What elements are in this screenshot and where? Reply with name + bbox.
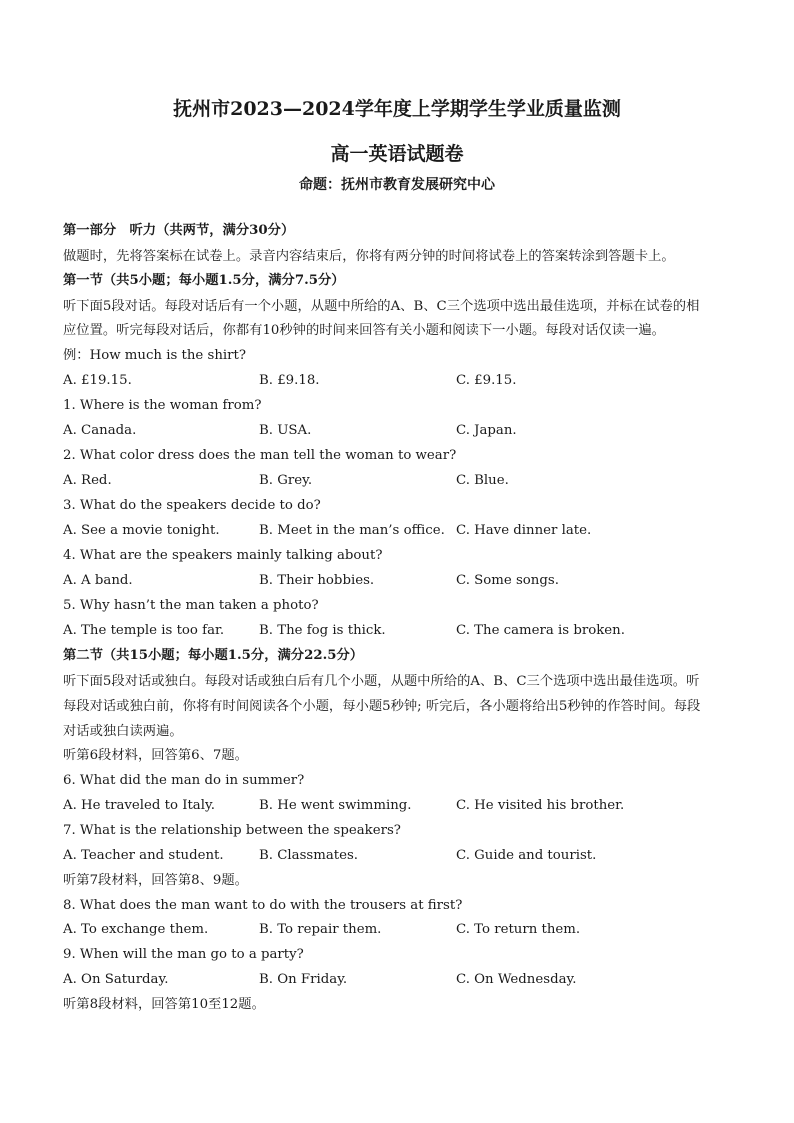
passage-6-heading: 听第6段材料，回答第6、7题。 xyxy=(63,748,248,763)
option-c: C. The camera is broken. xyxy=(456,623,625,638)
option-b: B. The fog is thick. xyxy=(259,623,386,638)
exam-author: 命题：抚州市教育发展研究中心 xyxy=(299,177,495,193)
option-c: C. Japan. xyxy=(456,423,517,438)
question-9: 9. When will the man go to a party? xyxy=(63,947,304,962)
question-6: 6. What did the man do in summer? xyxy=(63,773,305,788)
option-b: B. Classmates. xyxy=(259,848,359,863)
passage-8-heading: 听第8段材料，回答第10至12题。 xyxy=(63,997,265,1012)
question-4: 4. What are the speakers mainly talking about? xyxy=(63,548,383,563)
question-2: 2. What color dress does the man tell the woman to wear? xyxy=(63,448,457,463)
question-8-options xyxy=(63,920,743,940)
option-a: A. A band. xyxy=(63,573,133,588)
passage-7-heading: 听第7段材料，回答第8、9题。 xyxy=(63,873,248,888)
example-question: 例：How much is the shirt? xyxy=(63,348,246,363)
question-7: 7. What is the relationship between the speakers? xyxy=(63,823,401,838)
option-a: A. See a movie tonight. xyxy=(63,523,220,538)
option-a: A. To exchange them. xyxy=(63,922,209,937)
option-a: A. On Saturday. xyxy=(63,972,169,987)
section1-instruction-line2: 应位置。听完每段对话后，你都有10秒钟的时间来回答有关小题和阅读下一小题。每段对话仅读一遍。 xyxy=(63,323,665,338)
question-3-options xyxy=(63,521,743,541)
question-4-options xyxy=(63,571,743,591)
section1-instruction-line1: 听下面5段对话。每段对话后有一个小题，从题中所给的A、B、C三个选项中选出最佳选项，并标在试卷的相 xyxy=(63,299,700,314)
option-a: A. Teacher and student. xyxy=(63,848,224,863)
option-c: C. Guide and tourist. xyxy=(456,848,597,863)
question-1: 1. Where is the woman from? xyxy=(63,398,262,413)
option-c: C. To return them. xyxy=(456,922,581,937)
question-7-options xyxy=(63,846,743,866)
option-b: B. Their hobbies. xyxy=(259,573,375,588)
option-b: B. On Friday. xyxy=(259,972,348,987)
option-c: C. On Wednesday. xyxy=(456,972,577,987)
section1-heading: 第一节（共5小题；每小题1.5分，满分7.5分） xyxy=(63,273,345,288)
option-a: A. The temple is too far. xyxy=(63,623,225,638)
option-c: C. Have dinner late. xyxy=(456,523,592,538)
question-9-options xyxy=(63,970,743,990)
option-b: B. USA. xyxy=(259,423,312,438)
part1-instruction: 做题时，先将答案标在试卷上。录音内容结束后，你将有两分钟的时间将试卷上的答案转涂到答题卡上。 xyxy=(63,249,675,264)
exam-title: 抚州市2023—2024学年度上学期学生学业质量监测 xyxy=(173,98,621,120)
option-b: B. £9.18. xyxy=(259,373,320,388)
section2-instruction-line2: 每段对话或独白前，你将有时间阅读各个小题，每小题5秒钟; 听完后，各小题将给出5秒钟的作答时间。每段 xyxy=(63,699,701,714)
option-c: C. He visited his brother. xyxy=(456,798,625,813)
option-b: B. Grey. xyxy=(259,473,313,488)
question-5: 5. Why hasn’t the man taken a photo? xyxy=(63,598,319,613)
question-1-options xyxy=(63,421,743,441)
section2-instruction-line3: 对话或独白读两遍。 xyxy=(63,724,183,739)
question-3: 3. What do the speakers decide to do? xyxy=(63,498,321,513)
section2-heading: 第二节（共15小题；每小题1.5分，满分22.5分） xyxy=(63,648,364,663)
question-2-options xyxy=(63,471,743,491)
example-options xyxy=(63,371,743,391)
section2-instruction-line1: 听下面5段对话或独白。每段对话或独白后有几个小题，从题中所给的A、B、C三个选项中选出最佳选项。听 xyxy=(63,674,700,689)
question-5-options xyxy=(63,621,743,641)
option-a: A. He traveled to Italy. xyxy=(63,798,215,813)
option-a: A. £19.15. xyxy=(63,373,132,388)
option-a: A. Canada. xyxy=(63,423,137,438)
exam-subtitle: 高一英语试题卷 xyxy=(330,143,464,165)
option-c: C. Blue. xyxy=(456,473,509,488)
option-b: B. He went swimming. xyxy=(259,798,412,813)
option-b: B. Meet in the man’s office. xyxy=(259,523,445,538)
option-c: C. Some songs. xyxy=(456,573,559,588)
option-a: A. Red. xyxy=(63,473,112,488)
part1-heading: 第一部分 听力（共两节，满分30分） xyxy=(63,223,295,238)
option-b: B. To repair them. xyxy=(259,922,382,937)
question-6-options xyxy=(63,796,743,816)
question-8: 8. What does the man want to do with the trousers at first? xyxy=(63,898,463,913)
option-c: C. £9.15. xyxy=(456,373,517,388)
